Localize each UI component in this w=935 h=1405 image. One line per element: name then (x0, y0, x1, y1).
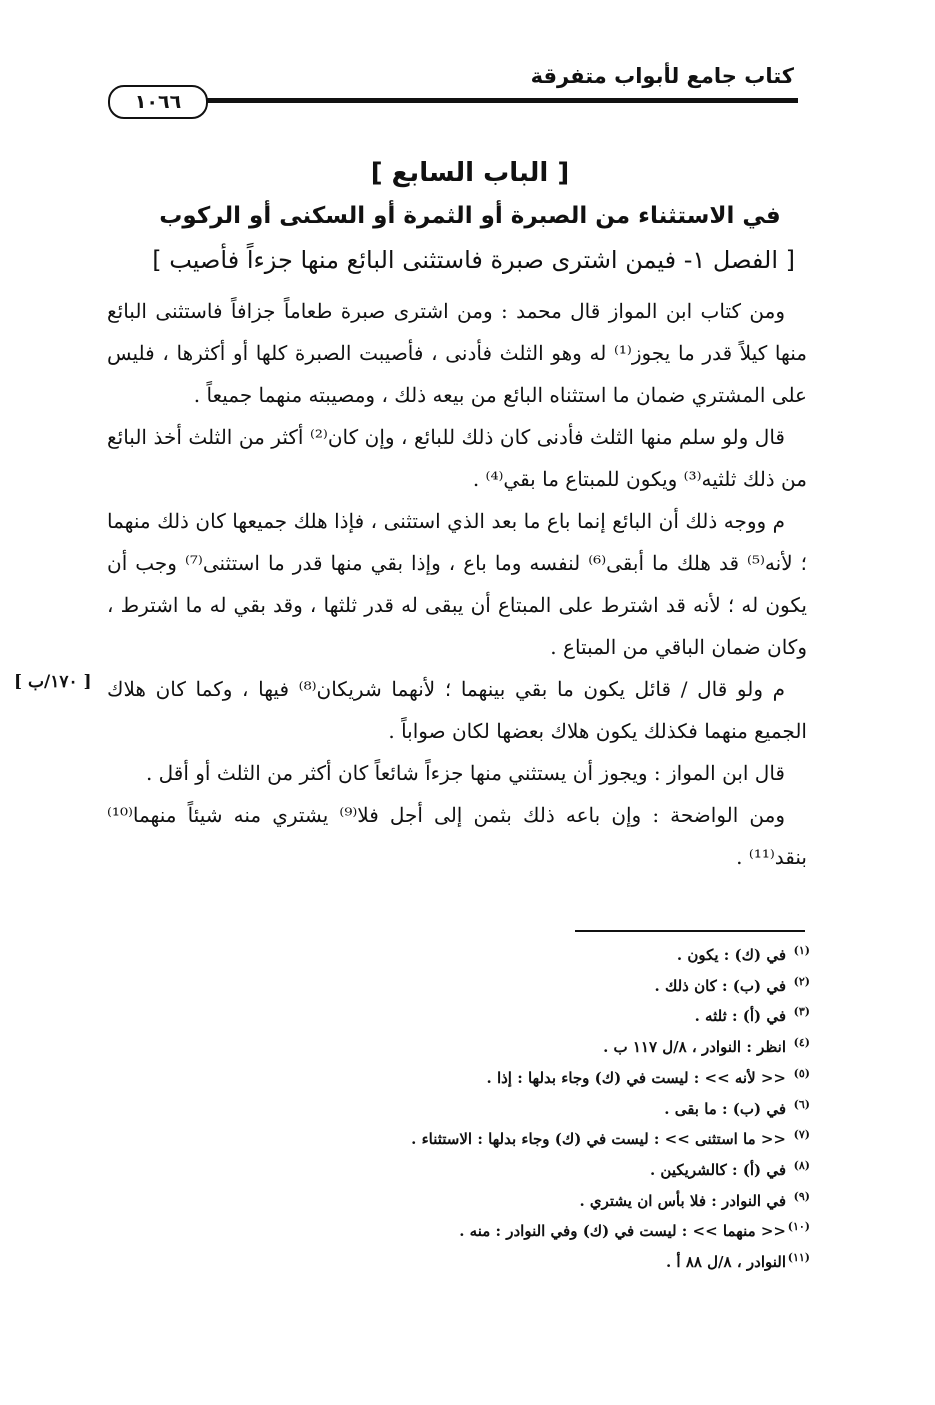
footnote-number: (٦) (793, 1097, 810, 1111)
footnote-number: (٣) (793, 1005, 810, 1019)
chapter-subtitle: في الاستثناء من الصبرة أو الثمرة أو السكنى أو الركوب (159, 203, 781, 229)
paragraph: قال ولو سلم منها الثلث فأدنى كان ذلك للبائع ، وإن كان⁽²⁾ أكثر من الثلث أخذ البائع من ذلك ثلثيه⁽³⁾ ويكون للمبتاع ما بقي⁽⁴⁾ . (107, 425, 807, 491)
footnote-text: في (أ) : ثلثه . (694, 1007, 786, 1026)
page-header (108, 58, 798, 118)
footnote-number: (١) (793, 944, 810, 957)
footnote-text: في (أ) : كالشريكين . (649, 1160, 786, 1179)
footnote (290, 1001, 810, 1032)
footnotes (290, 940, 810, 1278)
footnote (290, 1247, 810, 1278)
paragraph: قال ابن المواز : ويجوز أن يستثني منها جزءاً شائعاً كان أكثر من الثلث أو أقل . (145, 761, 785, 785)
footnote (290, 1216, 810, 1247)
footnote-number: (١١) (787, 1251, 810, 1265)
footnote-text: في (ب) : ما بقى . (664, 1099, 786, 1118)
section-title: [ الفصل ١- فيمن اشترى صبرة فاستثنى البائع منها جزءاً فأصيب ] (152, 246, 795, 274)
footnote-text: << لأنه >> : ليست في (ك) وجاء بدلها : إذا . (486, 1068, 786, 1087)
footnote (290, 1063, 810, 1094)
footnote-text: في (ك) : يكون . (676, 946, 786, 964)
footnote-number: (٩) (793, 1189, 810, 1203)
footnote-number: (٨) (793, 1158, 810, 1172)
footnote-text: << ما استثنى >> : ليست في (ك) وجاء بدلها : الاستثناء . (411, 1130, 786, 1149)
footnote (290, 971, 810, 1002)
footnote-text: في النوادر : فلا بأس ان يشتري . (579, 1191, 786, 1210)
footnote (290, 1124, 810, 1155)
footnote-text: << منهما >> : ليست في (ك) وفي النوادر : منه . (459, 1222, 786, 1241)
paragraph: ومن كتاب ابن المواز قال محمد : ومن اشترى صبرة طعاماً جزافاً فاستثنى البائع منها كيلاً قدر ما يجوز⁽¹⁾ له وهو الثلث فأدنى ، فأصيبت الصبرة كلها أو أكثرها ، فليس على المشتري ضمان ما استثناه البائع من بيعه ذلك ، ومصيبته منهما جميعاً . (107, 299, 807, 407)
footnote-text: في (ب) : كان ذلك . (654, 976, 786, 995)
footnote-number: (٥) (793, 1066, 810, 1080)
footnote (290, 1094, 810, 1125)
paragraph: م ولو قال / قائل يكون ما بقي بينهما ؛ لأنهما شريكان⁽⁸⁾ فيها ، وكما كان هلاك الجميع منهما فكذلك يكون هلاك بعضها لكان صواباً . (107, 677, 807, 743)
footnote-number: (٧) (793, 1128, 810, 1142)
paragraph: ومن الواضحة : وإن باعه ذلك بثمن إلى أجل فلا⁽⁹⁾ يشتري منه شيئاً منهما⁽¹⁰⁾ بنقد⁽¹¹⁾ . (107, 803, 807, 869)
footnote (290, 1186, 810, 1217)
page-number: ١٠٦٦ (108, 85, 208, 119)
header-rule (168, 98, 798, 103)
footnote-text: انظر : النوادر ، ٨/ل ١١٧ ب . (603, 1038, 786, 1057)
footnote (290, 1032, 810, 1063)
footnote (290, 940, 810, 971)
footnote-number: (٢) (793, 974, 810, 988)
chapter-title: [ الباب السابع ] (370, 158, 570, 188)
paragraph: م ووجه ذلك أن البائع إنما باع ما بعد الذي استثنى ، فإذا هلك جميعها كان ذلك منهما ؛ لأنه⁽⁵⁾ قد هلك ما أبقى⁽⁶⁾ لنفسه وما باع ، وإذا بقي منها قدر ما استثنى⁽⁷⁾ وجب أن يكون له ؛ لأنه قد اشترط على المبتاع أن يبقى له قدر ثلثها ، وقد بقي له ما اشترط ، وكان ضمان الباقي من المبتاع . (107, 509, 808, 659)
body-text (107, 290, 807, 878)
footnote-number: (٤) (793, 1036, 810, 1050)
manuscript-folio-note: [ ١٧٠/ب ] (14, 672, 92, 692)
running-title: كتاب جامع لأبواب متفرقة (530, 64, 794, 88)
footnote-text: النوادر ، ٨/ل ٨٨ أ . (665, 1253, 786, 1272)
footnote-rule (575, 930, 805, 932)
footnote-number: (١٠) (787, 1220, 810, 1234)
footnote (290, 1155, 810, 1186)
